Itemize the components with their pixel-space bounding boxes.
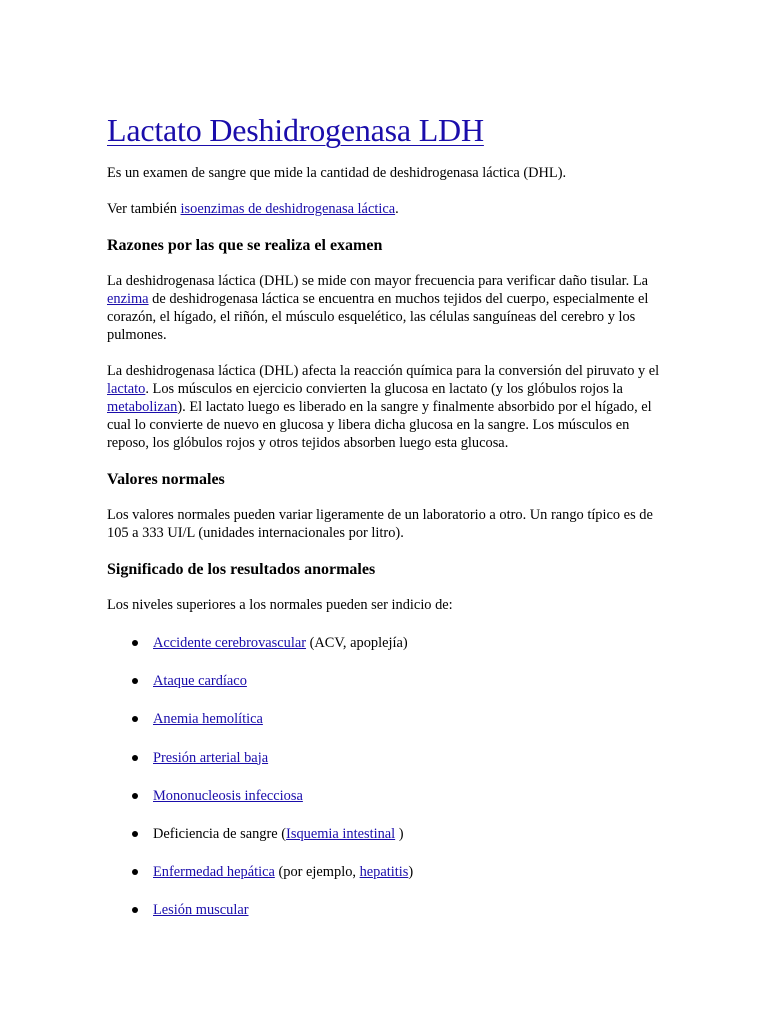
list-item-suffix-2: ) <box>408 864 414 881</box>
isquemia-intestinal-link[interactable]: Isquemia intestinal <box>286 825 396 842</box>
list-item <box>153 901 662 919</box>
list-item <box>153 863 662 881</box>
page-title <box>107 0 662 150</box>
list-item <box>153 672 662 690</box>
list-item-suffix: (ACV, apoplejía) <box>306 635 408 651</box>
condition-list <box>107 634 662 919</box>
lesion-muscular-link[interactable]: Lesión muscular <box>153 902 249 919</box>
accidente-cerebrovascular-link[interactable]: Accidente cerebrovascular <box>153 635 307 651</box>
razones-p2-text-c: ). El lactato luego es liberado en la sangre y finalmente absorbido por el hígado, el cual lo convierte de nuevo en glucosa y libera dicha glucosa en la sangre. Los músculos en reposo, los glóbulos rojos y otros tejidos absorben luego esta glucosa. <box>107 399 652 451</box>
list-item-suffix: (por ejemplo, <box>274 864 360 881</box>
lactato-link[interactable]: lactato <box>107 381 146 397</box>
see-also-prefix: Ver también <box>107 201 181 217</box>
isoenzimas-link[interactable]: isoenzimas de deshidrogenasa láctica <box>180 201 396 217</box>
bullet-icon <box>132 640 138 646</box>
intro-paragraph: Es un examen de sangre que mide la cantidad de deshidrogenasa láctica (DHL). <box>107 165 567 181</box>
list-item-suffix: ) <box>395 825 404 842</box>
bullet-icon <box>132 831 138 837</box>
valores-heading: Valores normales <box>107 471 225 488</box>
enfermedad-hepatica-link[interactable]: Enfermedad hepática <box>153 864 275 881</box>
bullet-icon <box>132 755 138 761</box>
valores-paragraph: Los valores normales pueden variar ligeramente de un laboratorio a otro. Un rango típico es de 105 a 333 UI/L (unidades internacionales por litro). <box>107 507 653 541</box>
see-also-paragraph <box>107 200 662 218</box>
bullet-icon <box>132 869 138 875</box>
list-item <box>153 749 662 767</box>
presion-arterial-baja-link[interactable]: Presión arterial baja <box>153 749 269 766</box>
bullet-icon <box>132 907 138 913</box>
list-item <box>153 634 662 652</box>
hepatitis-link[interactable]: hepatitis <box>359 864 409 881</box>
list-item-prefix: Deficiencia de sangre ( <box>153 825 287 842</box>
significado-intro: Los niveles superiores a los normales pueden ser indicio de: <box>107 597 453 613</box>
ataque-cardiaco-link[interactable]: Ataque cardíaco <box>153 673 247 690</box>
mononucleosis-link[interactable]: Mononucleosis infecciosa <box>153 787 303 804</box>
enzima-link[interactable]: enzima <box>107 291 149 307</box>
list-item <box>153 825 662 843</box>
bullet-icon <box>132 716 138 722</box>
razones-p2-text-a: La deshidrogenasa láctica (DHL) afecta la reacción química para la conversión del piruvato y el <box>107 363 660 379</box>
see-also-suffix: . <box>395 201 399 217</box>
razones-p1-text-a: La deshidrogenasa láctica (DHL) se mide con mayor frecuencia para verificar daño tisular. La <box>107 273 648 289</box>
title-link[interactable]: Lactato Deshidrogenasa LDH <box>107 112 484 148</box>
razones-paragraph-1 <box>107 272 662 344</box>
razones-heading: Razones por las que se realiza el examen <box>107 237 383 254</box>
significado-heading: Significado de los resultados anormales <box>107 561 376 578</box>
bullet-icon <box>132 793 138 799</box>
razones-p2-text-b: . Los músculos en ejercicio convierten la glucosa en lactato (y los glóbulos rojos la <box>145 381 623 397</box>
anemia-hemolitica-link[interactable]: Anemia hemolítica <box>153 711 263 728</box>
list-item <box>153 787 662 805</box>
razones-paragraph-2 <box>107 362 662 452</box>
bullet-icon <box>132 678 138 684</box>
metabolizan-link[interactable]: metabolizan <box>107 399 178 415</box>
razones-p1-text-b: de deshidrogenasa láctica se encuentra en muchos tejidos del cuerpo, especialmente el corazón, el hígado, el riñón, el músculo esquelético, las células sanguíneas del cerebro y los pulmones. <box>107 291 649 343</box>
list-item <box>153 710 662 728</box>
